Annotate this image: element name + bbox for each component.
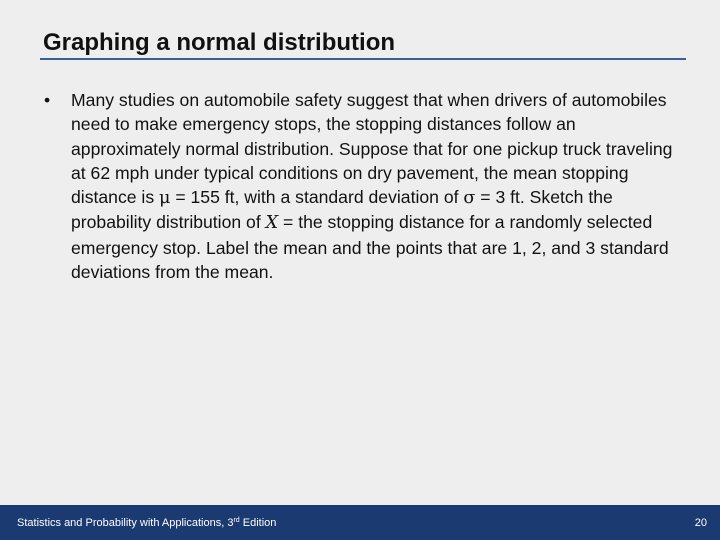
footer-title-prefix: Statistics and Probability with Applications, 3 [17, 517, 234, 529]
slide-body [44, 88, 684, 302]
bullet-marker: • [44, 90, 51, 110]
paragraph-text-2: = 155 ft, with a standard deviation of [170, 187, 464, 208]
mu-symbol: μ [159, 188, 171, 209]
slide-title: Graphing a normal distribution [43, 29, 396, 56]
x-variable-symbol: X [265, 213, 279, 234]
sigma-symbol: σ [463, 188, 476, 209]
paragraph-text-3: = 3 ft. Sketch the probability distribution of [71, 187, 613, 233]
footer-edition-superscript: rd [233, 517, 240, 524]
bullet-paragraph [71, 88, 684, 284]
paragraph-text-1: Many studies on automobile safety suggest that when drivers of automobiles need to make emergency stops, the stopping distances follow an approximately normal distribution. Suppose that for one pickup truck traveling at 62 mph under typical conditions on dry pavement, the mean stopping distance is [71, 90, 673, 208]
title-underline [40, 58, 686, 60]
footer-book-title [17, 517, 276, 529]
page-number: 20 [694, 517, 707, 529]
paragraph-text-4: = the stopping distance for a randomly selected emergency stop. Label the mean and the points that are 1, 2, and 3 standard deviations from the mean. [71, 212, 669, 283]
footer-bar [0, 505, 720, 540]
footer-title-suffix: Edition [239, 517, 277, 529]
